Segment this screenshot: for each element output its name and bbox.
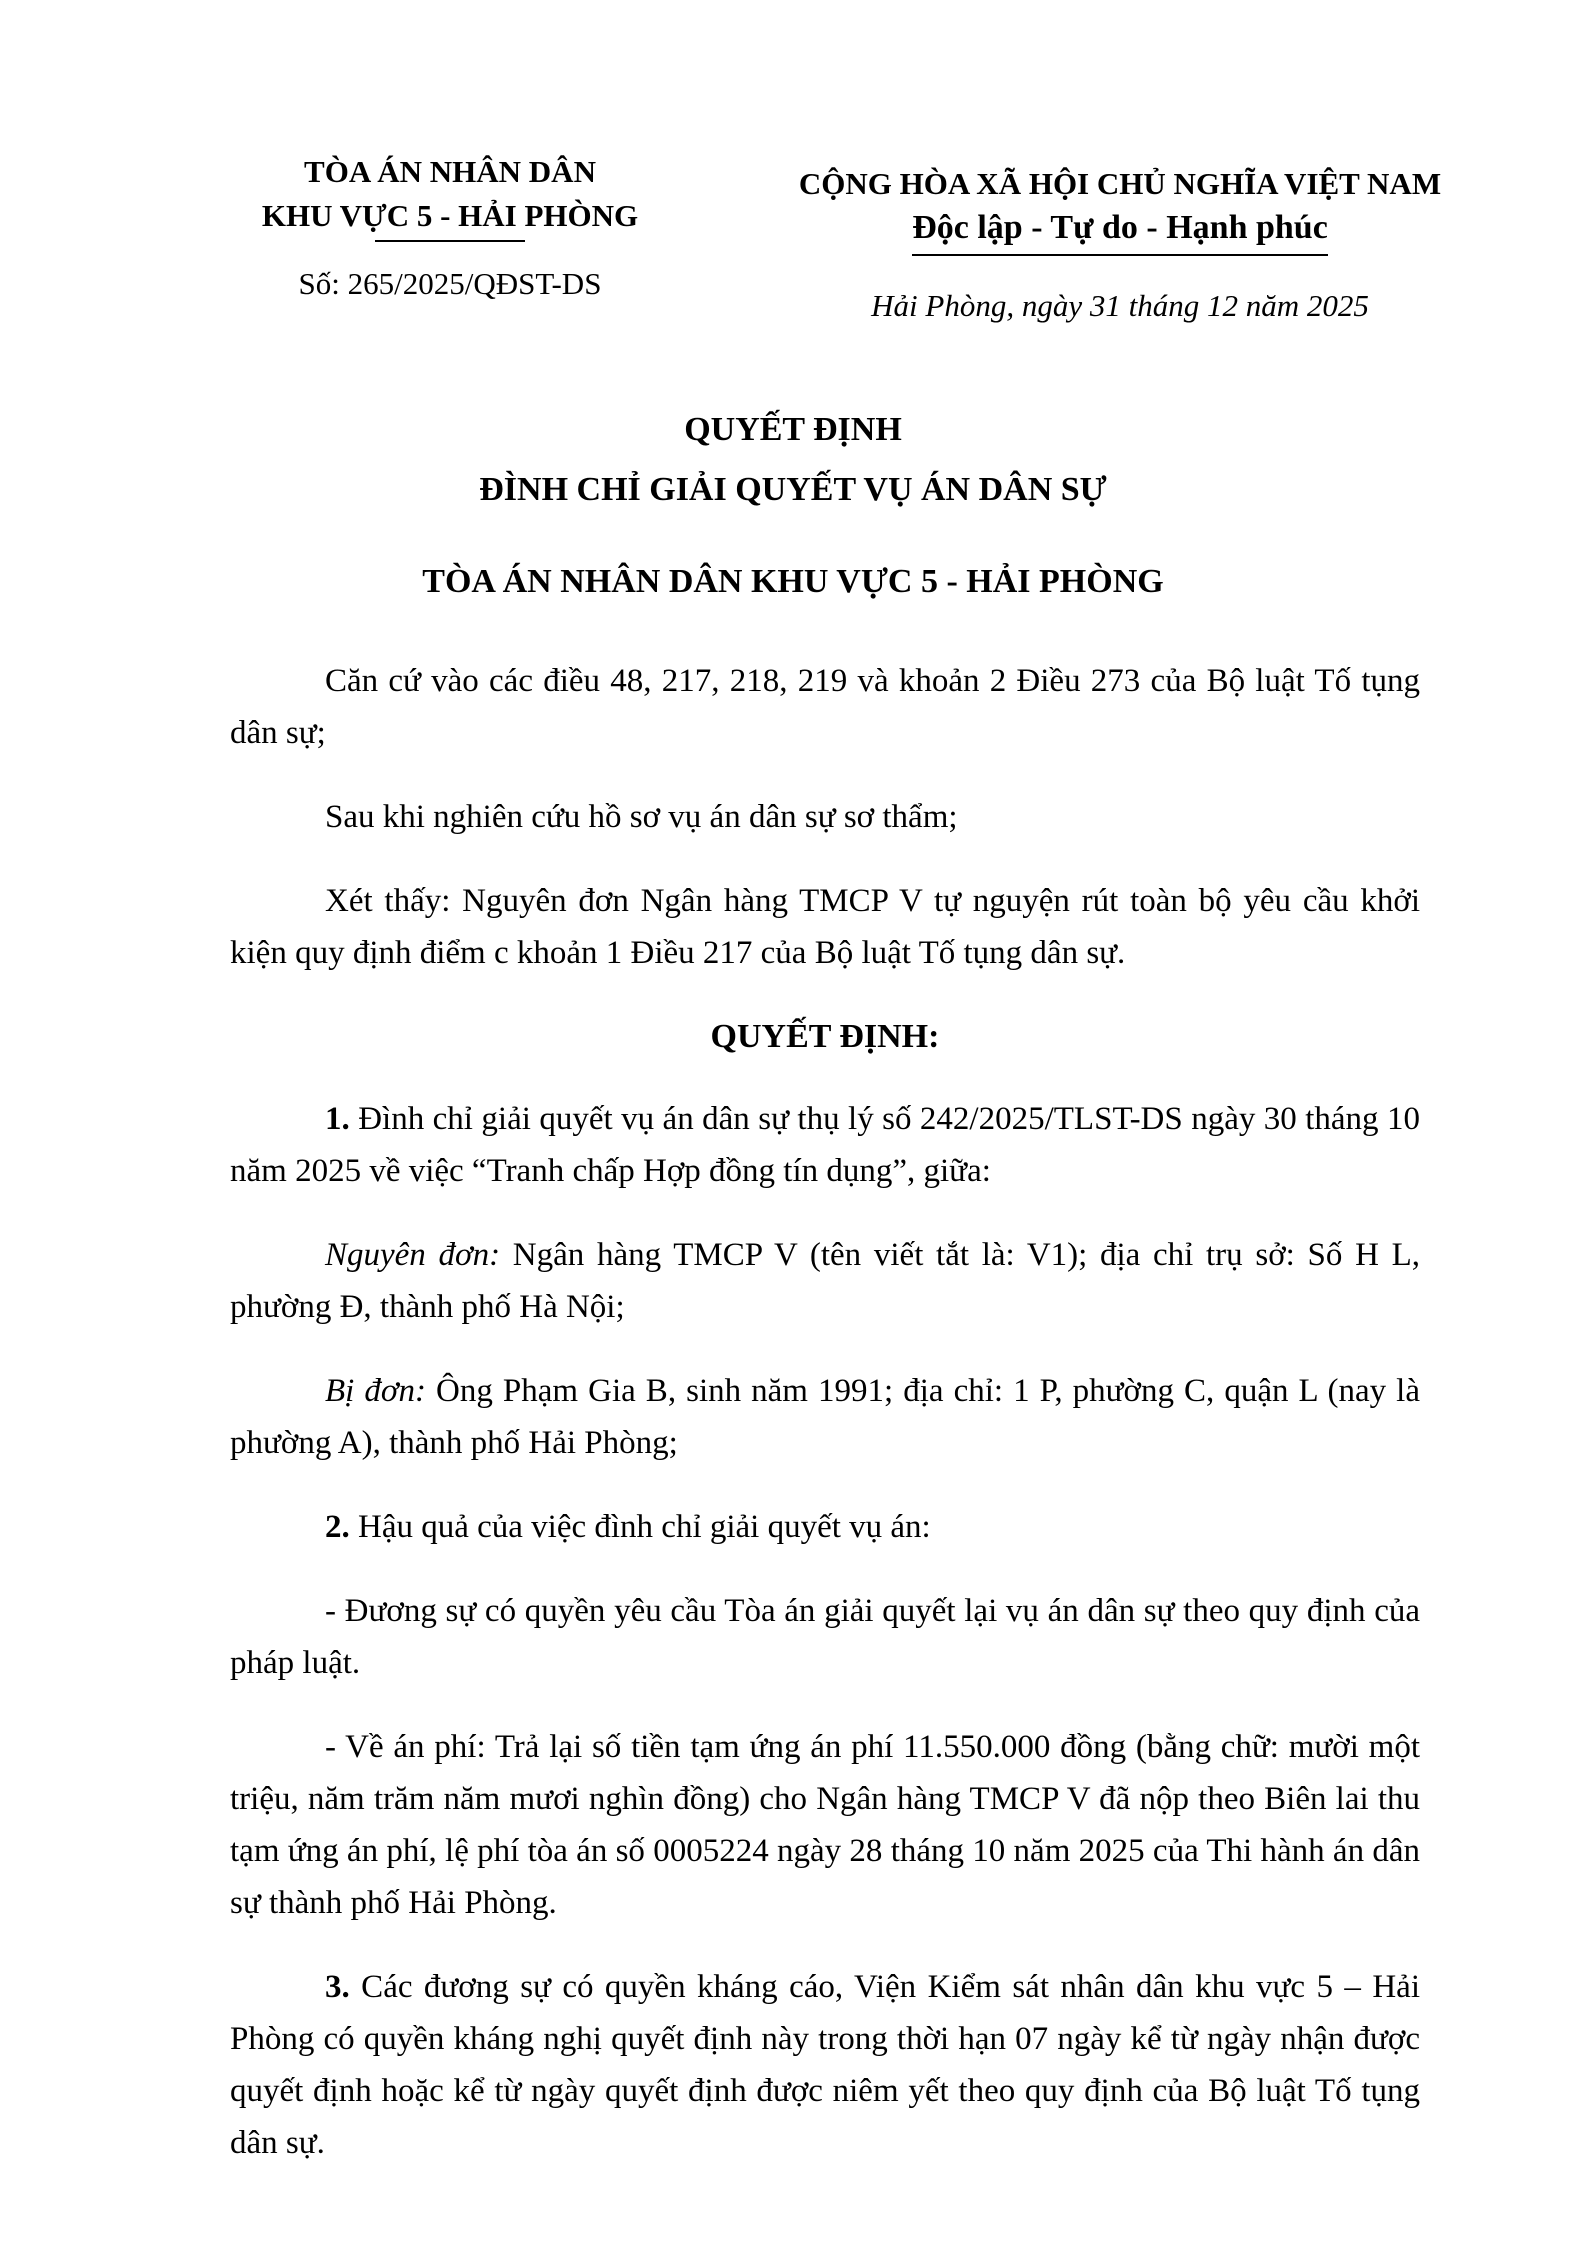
defendant-label: Bị đơn: <box>325 1373 426 1409</box>
item-3-number: 3. <box>325 1969 350 2005</box>
court-name-line2: KHU VỰC 5 - HẢI PHÒNG <box>261 198 639 233</box>
plaintiff-text: Ngân hàng TMCP V (tên viết tắt là: V1); địa chỉ trụ sở: Số H L, phường Đ, thành phố Hà Nội; <box>230 1237 1420 1325</box>
item-2b-paragraph: - Về án phí: Trả lại số tiền tạm ứng án phí 11.550.000 đồng (bằng chữ: mười một triệu, năm trăm năm mươi nghìn đồng) cho Ngân hàng TMCP V đã nộp theo Biên lai thu tạm ứng án phí, lệ phí tòa án số 0005224 ngày 28 tháng 10 năm 2025 của Thi hành án dân sự thành phố Hải Phòng. <box>230 1729 1420 1921</box>
court-name-line1: TÒA ÁN NHÂN DÂN <box>304 154 596 189</box>
item-3-paragraph <box>230 1961 1420 2169</box>
document-body <box>230 655 1420 2201</box>
item-1-text: Đình chỉ giải quyết vụ án dân sự thụ lý số 242/2025/TLST-DS ngày 30 tháng 10 năm 2025 về việc “Tranh chấp Hợp đồng tín dụng”, giữa: <box>230 1101 1420 1189</box>
title-line2: ĐÌNH CHỈ GIẢI QUYẾT VỤ ÁN DÂN SỰ <box>479 471 1107 508</box>
item-1-paragraph <box>230 1093 1420 1197</box>
item-1-number: 1. <box>325 1101 350 1137</box>
national-motto: Độc lập - Tự do - Hạnh phúc <box>912 206 1328 256</box>
plaintiff-label: Nguyên đơn: <box>325 1237 501 1273</box>
document-title <box>0 400 1586 520</box>
defendant-paragraph <box>230 1365 1420 1469</box>
review-paragraph: Sau khi nghiên cứu hồ sơ vụ án dân sự sơ thẩm; <box>325 799 958 835</box>
decision-number: Số: 265/2025/QĐST-DS <box>298 266 602 301</box>
issuing-court-title: TÒA ÁN NHÂN DÂN KHU VỰC 5 - HẢI PHÒNG <box>422 563 1164 600</box>
item-2a-paragraph: - Đương sự có quyền yêu cầu Tòa án giải quyết lại vụ án dân sự theo quy định của pháp luật. <box>230 1593 1420 1681</box>
nation-name: CỘNG HÒA XÃ HỘI CHỦ NGHĨA VIỆT NAM <box>798 166 1442 201</box>
title-line1: QUYẾT ĐỊNH <box>684 411 902 448</box>
defendant-text: Ông Phạm Gia B, sinh năm 1991; địa chỉ: 1 P, phường C, quận L (nay là phường A), thành phố Hải Phòng; <box>230 1373 1420 1461</box>
item-3-text: Các đương sự có quyền kháng cáo, Viện Kiểm sát nhân dân khu vực 5 – Hải Phòng có quyền kháng nghị quyết định này trong thời hạn 07 ngày kể từ ngày nhận được quyết định hoặc kể từ ngày quyết định được niêm yết theo quy định của Bộ luật Tố tụng dân sự. <box>230 1969 1420 2161</box>
court-header-underline <box>375 240 525 242</box>
national-header <box>760 162 1480 328</box>
item-2-paragraph <box>230 1501 1420 1553</box>
item-2-number: 2. <box>325 1509 350 1545</box>
court-header <box>240 150 660 306</box>
item-2-text: Hậu quả của việc đình chỉ giải quyết vụ án: <box>349 1509 931 1545</box>
finding-paragraph: Xét thấy: Nguyên đơn Ngân hàng TMCP V tự nguyện rút toàn bộ yêu cầu khởi kiện quy định điểm c khoản 1 Điều 217 của Bộ luật Tố tụng dân sự. <box>230 883 1420 971</box>
legal-basis-paragraph: Căn cứ vào các điều 48, 217, 218, 219 và khoản 2 Điều 273 của Bộ luật Tố tụng dân sự; <box>230 663 1420 751</box>
plaintiff-paragraph <box>230 1229 1420 1333</box>
decision-heading: QUYẾT ĐỊNH: <box>710 1018 940 1055</box>
place-date: Hải Phòng, ngày 31 tháng 12 năm 2025 <box>871 288 1369 323</box>
